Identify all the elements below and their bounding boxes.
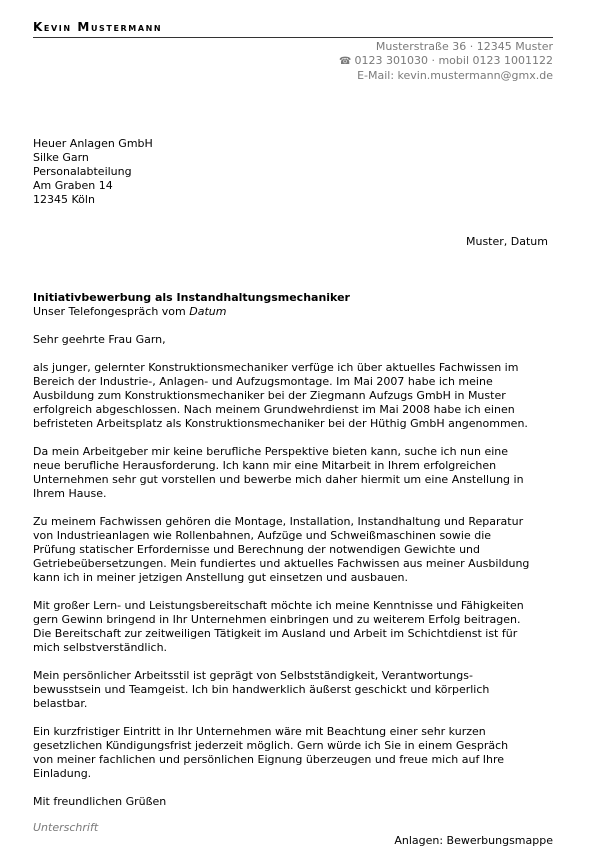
paragraph-line: Da mein Arbeitgeber mir keine berufliche Perspektive bieten kann, suche ich nun eine: [33, 445, 509, 458]
paragraph-line: Ihrem Hause.: [33, 487, 107, 500]
recipient-street: Am Graben 14: [33, 179, 113, 192]
place-date: Muster, Datum: [465, 235, 548, 248]
body-paragraph: [33, 599, 557, 655]
subject-block: [33, 291, 553, 319]
paragraph-line: Mein persönlicher Arbeitsstil ist geprägt von Selbstständigkeit, Verantwortungs-: [33, 669, 473, 682]
closing: Mit freundlichen Grüßen: [33, 795, 167, 808]
recipient-company: Heuer Anlagen GmbH: [33, 137, 153, 150]
subject-reference-date: Datum: [189, 305, 227, 318]
paragraph-line: Mit großer Lern- und Leistungsbereitschaft möchte ich meine Kenntnisse und Fähigkeiten: [33, 599, 524, 612]
paragraph-line: belastbar.: [33, 697, 88, 710]
paragraph-line: bewusstsein und Teamgeist. Ich bin handwerklich äußerst geschickt und körperlich: [33, 683, 490, 696]
body-paragraph: [33, 445, 557, 501]
recipient-department: Personalabteilung: [33, 165, 132, 178]
paragraph-line: als junger, gelernter Konstruktionsmechaniker verfüge ich über aktuelles Fachwissen im: [33, 361, 519, 374]
sender-phone: 0123 301030 · mobil 0123 1001122: [354, 54, 553, 67]
paragraph-line: Prüfung statischer Erfordernisse und Berechnung der notwendigen Gewichte und: [33, 543, 480, 556]
subject-title: Initiativbewerbung als Instandhaltungsmechaniker: [33, 291, 350, 304]
sender-address: Musterstraße 36 · 12345 Muster: [375, 40, 553, 53]
paragraph-line: Zu meinem Fachwissen gehören die Montage, Installation, Instandhaltung und Reparatur: [33, 515, 524, 528]
signature: Unterschrift: [33, 821, 99, 834]
body-paragraph: [33, 725, 557, 781]
paragraph-line: gesetzlichen Kündigungsfrist jederzeit möglich. Gern würde ich Sie in einem Gespräch: [33, 739, 509, 752]
sender-name: Kevin Mustermann: [33, 20, 163, 34]
paragraph-line: Ein kurzfristiger Eintritt in Ihr Unternehmen wäre mit Beachtung einer sehr kurzen: [33, 725, 486, 738]
body-paragraph: [33, 361, 557, 431]
salutation: Sehr geehrte Frau Garn,: [33, 333, 166, 346]
paragraph-line: kann ich in meiner jetzigen Anstellung gut einsetzen und ausbauen.: [33, 571, 408, 584]
enclosures: Anlagen: Bewerbungsmappe: [394, 834, 553, 847]
subject-reference: [33, 305, 553, 319]
paragraph-line: neue berufliche Herausforderung. Ich kann mir eine Mitarbeit in Ihrem erfolgreichen: [33, 459, 497, 472]
paragraph-line: Unternehmen sehr gut vorstellen und bewerbe mich daher hiermit um eine Anstellung in: [33, 473, 524, 486]
recipient-person: Silke Garn: [33, 151, 89, 164]
paragraph-line: befristeten Arbeitsplatz als Konstruktionsmechaniker bei der Hüthig GmbH angenommen.: [33, 417, 528, 430]
sender-contact: [339, 40, 553, 83]
paragraph-line: Ausbildung zum Konstruktionsmechaniker bei der Ziegmann Aufzugs GmbH in Muster: [33, 389, 506, 402]
paragraph-line: erfolgreich abgeschlossen. Nach meinem Grundwehrdienst im Mai 2008 habe ich einen: [33, 403, 515, 416]
paragraph-line: von Industrieanlagen wie Rollenbahnen, Aufzüge und Schweißmaschinen sowie die: [33, 529, 492, 542]
telephone-icon: ☎: [339, 56, 352, 67]
paragraph-line: mich selbstverständlich.: [33, 641, 168, 654]
recipient-address: [33, 137, 153, 207]
paragraph-line: Einladung.: [33, 767, 92, 780]
body-paragraphs: [33, 361, 557, 781]
body-paragraph: [33, 669, 557, 711]
letter-body: [33, 333, 557, 823]
header-rule: [33, 37, 553, 38]
paragraph-line: Bereich der Industrie-, Anlagen- und Aufzugsmontage. Im Mai 2007 habe ich meine: [33, 375, 493, 388]
paragraph-line: von meiner fachlichen und persönlichen Eignung überzeugen und freue mich auf Ihre: [33, 753, 505, 766]
paragraph-line: gern Gewinn bringend in Ihr Unternehmen einbringen und zu weiterem Erfolg beitragen.: [33, 613, 521, 626]
sender-email: E-Mail: kevin.mustermann@gmx.de: [357, 69, 553, 82]
recipient-city: 12345 Köln: [33, 193, 95, 206]
paragraph-line: Die Bereitschaft zur zeitweiligen Tätigkeit im Ausland und Arbeit im Schichtdienst ist für: [33, 627, 518, 640]
sender-phone-line: [339, 54, 553, 69]
body-paragraph: [33, 515, 557, 585]
subject-reference-prefix: Unser Telefongespräch vom: [33, 305, 190, 318]
paragraph-line: Getriebeübersetzungen. Mein fundiertes und aktuelles Fachwissen aus meiner Ausbildung: [33, 557, 530, 570]
